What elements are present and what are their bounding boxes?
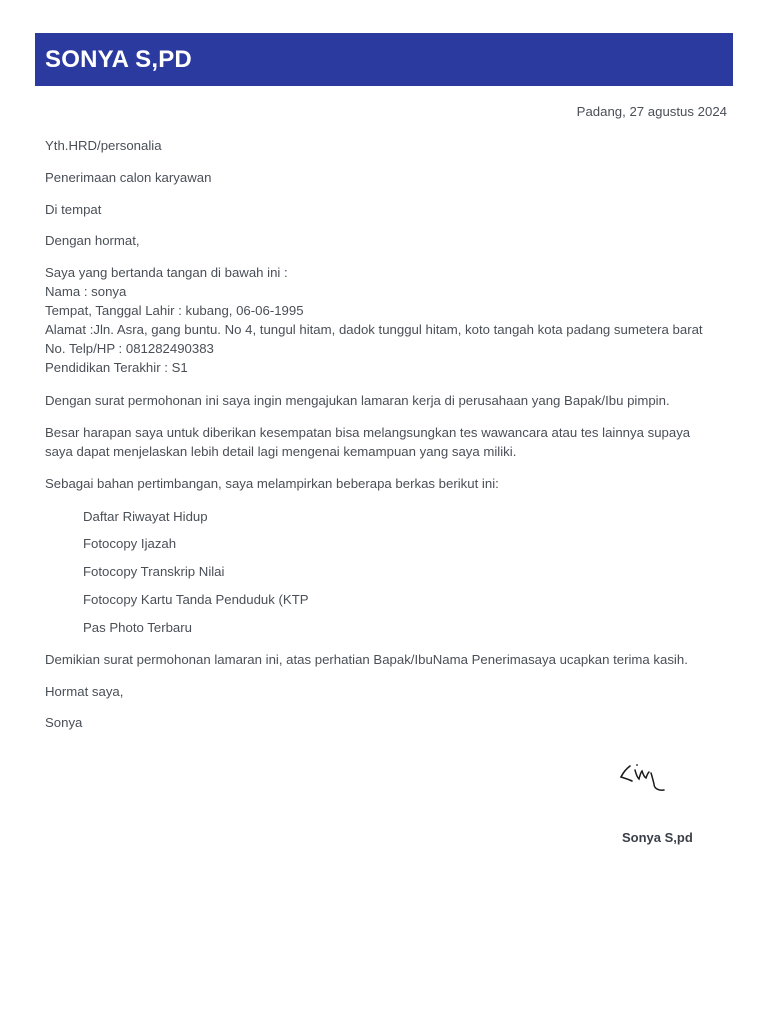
paragraph-2-line-2: saya dapat menjelaskan lebih detail lagi mengenai kemampuan yang saya miliki. bbox=[45, 444, 517, 459]
intro-line: Saya yang bertanda tangan di bawah ini : bbox=[45, 265, 288, 280]
paragraph-2-line-1: Besar harapan saya untuk diberikan kesempatan bisa melangsungkan tes wawancara atau tes lainnya supaya bbox=[45, 425, 691, 440]
recipient: Yth.HRD/personalia bbox=[45, 138, 162, 153]
identity-name: Nama : sonya bbox=[45, 284, 127, 299]
paragraph-1: Dengan surat permohonan ini saya ingin mengajukan lamaran kerja di perusahaan yang Bapak/Ibu pimpin. bbox=[45, 393, 670, 408]
attachment-item: Daftar Riwayat Hidup bbox=[83, 509, 208, 524]
greeting: Dengan hormat, bbox=[45, 233, 140, 248]
attachment-item: Fotocopy Ijazah bbox=[83, 536, 177, 551]
attachment-item: Pas Photo Terbaru bbox=[83, 620, 192, 635]
regards: Hormat saya, bbox=[45, 684, 124, 699]
attachment-item: Fotocopy Kartu Tanda Penduduk (KTP bbox=[83, 592, 309, 607]
identity-education: Pendidikan Terakhir : S1 bbox=[45, 360, 188, 375]
signature-image bbox=[618, 760, 672, 798]
subject: Penerimaan calon karyawan bbox=[45, 170, 212, 185]
identity-address: Alamat :Jln. Asra, gang buntu. No 4, tungul hitam, dadok tunggul hitam, koto tangah kota padang sumetera barat bbox=[45, 322, 703, 337]
signature-name: Sonya S,pd bbox=[622, 830, 693, 845]
header-name: SONYA S,PD bbox=[45, 45, 192, 73]
sender-name: Sonya bbox=[45, 715, 83, 730]
header-bar bbox=[35, 33, 733, 86]
closing-paragraph: Demikian surat permohonan lamaran ini, atas perhatian Bapak/IbuNama Penerimasaya ucapkan terima kasih. bbox=[45, 652, 688, 667]
letter-date: Padang, 27 agustus 2024 bbox=[576, 104, 727, 119]
place: Di tempat bbox=[45, 202, 102, 217]
identity-phone: No. Telp/HP : 081282490383 bbox=[45, 341, 214, 356]
attachments-intro: Sebagai bahan pertimbangan, saya melampirkan beberapa berkas berikut ini: bbox=[45, 476, 499, 491]
attachment-item: Fotocopy Transkrip Nilai bbox=[83, 564, 225, 579]
identity-birth: Tempat, Tanggal Lahir : kubang, 06-06-1995 bbox=[45, 303, 304, 318]
